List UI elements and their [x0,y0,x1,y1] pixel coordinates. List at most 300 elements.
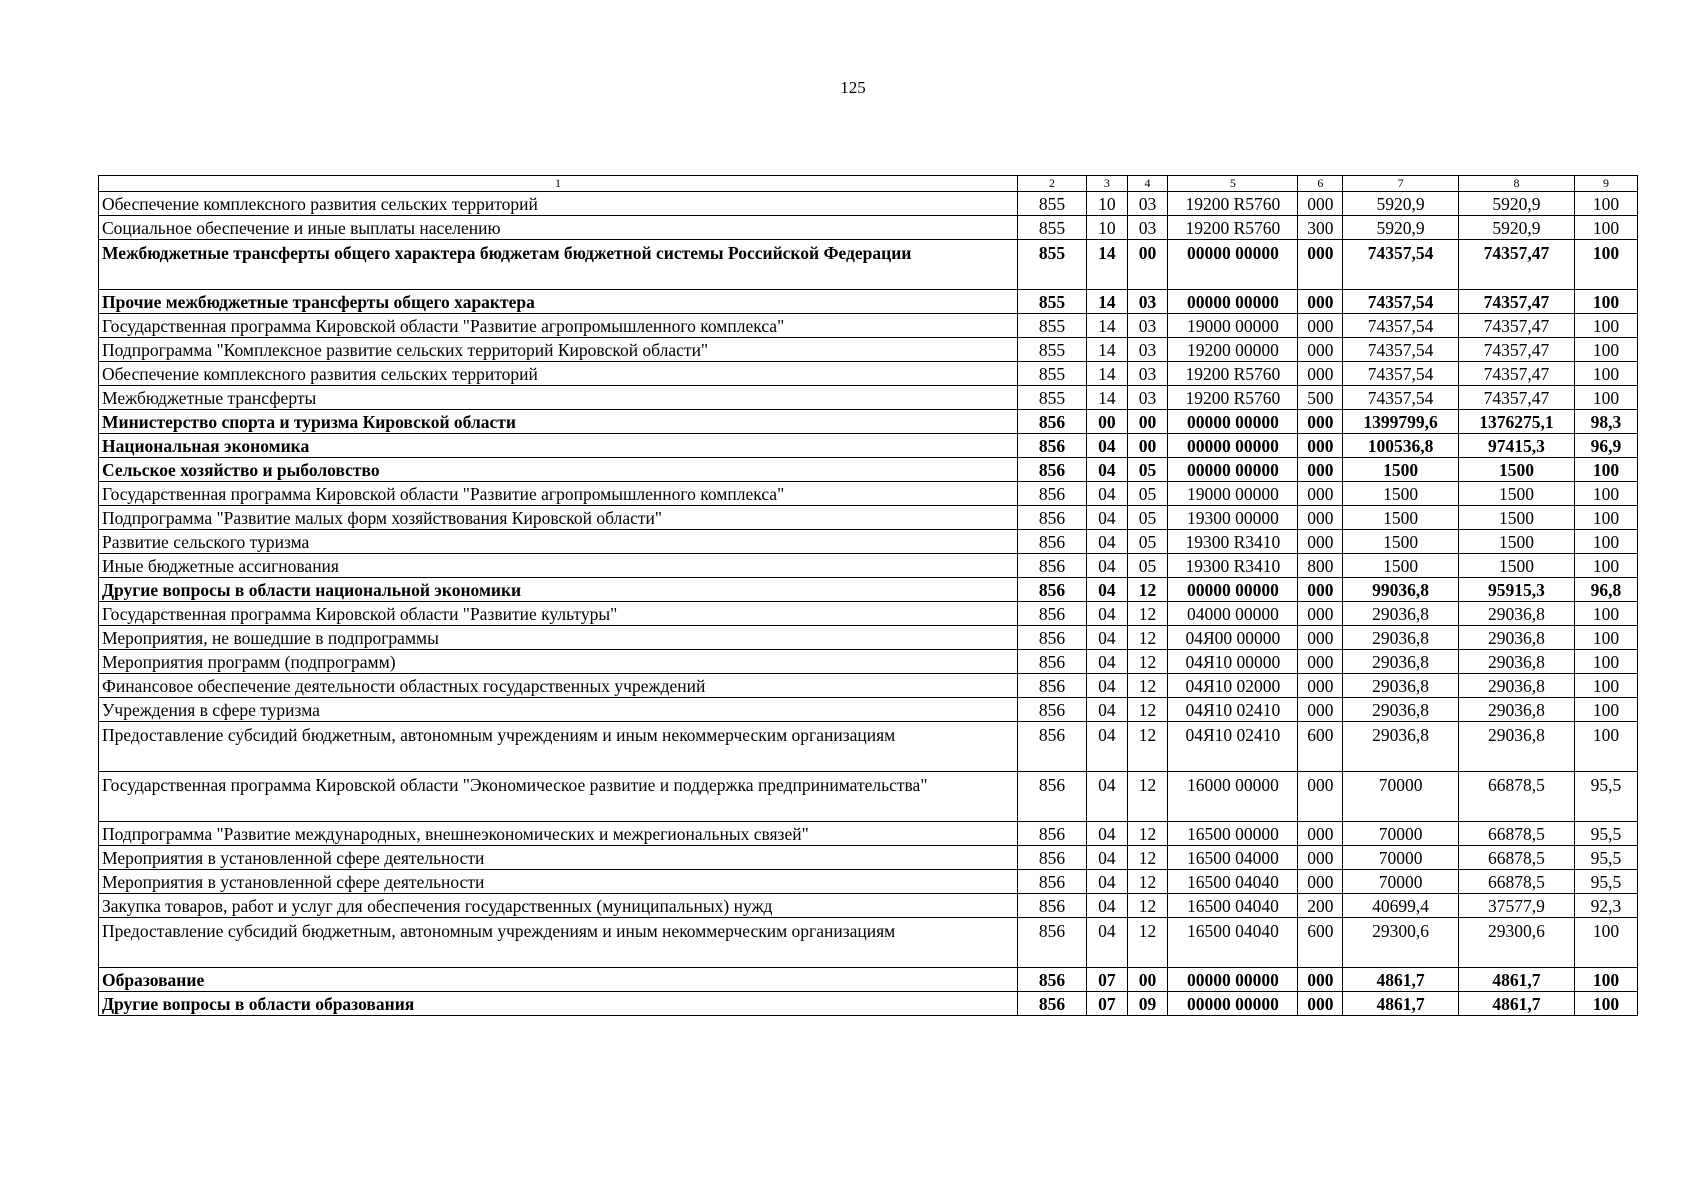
execution-percent-cell: 100 [1574,338,1637,362]
row-name-cell: Сельское хозяйство и рыболовство [99,458,1018,482]
subsection-code-cell: 12 [1127,846,1168,870]
chapter-code-cell: 856 [1017,870,1086,894]
planned-amount-cell: 74357,54 [1343,314,1459,338]
target-article-cell: 19000 00000 [1168,314,1298,338]
actual-amount-cell: 66878,5 [1459,822,1575,846]
page-number: 125 [840,78,866,97]
execution-percent-cell: 100 [1574,674,1637,698]
target-article-cell: 00000 00000 [1168,290,1298,314]
table-row [99,216,1638,240]
row-name-cell: Подпрограмма "Развитие малых форм хозяйствования Кировской области" [99,506,1018,530]
subsection-code-cell: 00 [1127,410,1168,434]
subsection-code-cell: 03 [1127,216,1168,240]
table-row [99,192,1638,216]
actual-amount-cell: 5920,9 [1459,216,1575,240]
expense-type-cell: 500 [1298,386,1343,410]
expense-type-cell: 200 [1298,894,1343,918]
execution-percent-cell: 95,5 [1574,822,1637,846]
target-article-cell: 16500 00000 [1168,822,1298,846]
chapter-code-cell: 856 [1017,650,1086,674]
row-name-cell: Межбюджетные трансферты общего характера бюджетам бюджетной системы Российской Федерации [99,240,1018,290]
section-code-cell: 07 [1087,968,1128,992]
section-code-cell: 04 [1087,846,1128,870]
target-article-cell: 16500 04040 [1168,870,1298,894]
subsection-code-cell: 12 [1127,918,1168,968]
table-row [99,386,1638,410]
chapter-code-cell: 855 [1017,362,1086,386]
table-row [99,506,1638,530]
expense-type-cell: 000 [1298,314,1343,338]
target-article-cell: 19200 00000 [1168,338,1298,362]
planned-amount-cell: 29036,8 [1343,626,1459,650]
row-name-cell: Министерство спорта и туризма Кировской области [99,410,1018,434]
subsection-code-cell: 05 [1127,530,1168,554]
subsection-code-cell: 12 [1127,722,1168,772]
table-row [99,434,1638,458]
actual-amount-cell: 29036,8 [1459,626,1575,650]
table-row [99,240,1638,290]
planned-amount-cell: 29036,8 [1343,650,1459,674]
section-code-cell: 10 [1087,192,1128,216]
expense-type-cell: 000 [1298,698,1343,722]
row-name-cell: Развитие сельского туризма [99,530,1018,554]
actual-amount-cell: 29036,8 [1459,602,1575,626]
row-name-cell: Обеспечение комплексного развития сельских территорий [99,192,1018,216]
section-code-cell: 04 [1087,602,1128,626]
chapter-code-cell: 856 [1017,674,1086,698]
target-article-cell: 00000 00000 [1168,410,1298,434]
target-article-cell: 19200 R5760 [1168,386,1298,410]
subsection-code-cell: 12 [1127,674,1168,698]
table-row [99,530,1638,554]
chapter-code-cell: 856 [1017,506,1086,530]
actual-amount-cell: 29036,8 [1459,698,1575,722]
actual-amount-cell: 74357,47 [1459,240,1575,290]
subsection-code-cell: 03 [1127,386,1168,410]
execution-percent-cell: 92,3 [1574,894,1637,918]
subsection-code-cell: 12 [1127,650,1168,674]
row-name-cell: Мероприятия в установленной сфере деятельности [99,846,1018,870]
planned-amount-cell: 1500 [1343,482,1459,506]
actual-amount-cell: 1500 [1459,482,1575,506]
planned-amount-cell: 74357,54 [1343,290,1459,314]
header-cell: 5 [1168,176,1298,192]
expense-type-cell: 000 [1298,772,1343,822]
planned-amount-cell: 100536,8 [1343,434,1459,458]
chapter-code-cell: 855 [1017,290,1086,314]
planned-amount-cell: 29036,8 [1343,698,1459,722]
section-code-cell: 14 [1087,362,1128,386]
execution-percent-cell: 100 [1574,290,1637,314]
chapter-code-cell: 856 [1017,434,1086,458]
expense-type-cell: 600 [1298,918,1343,968]
section-code-cell: 04 [1087,870,1128,894]
actual-amount-cell: 1500 [1459,554,1575,578]
execution-percent-cell: 100 [1574,314,1637,338]
chapter-code-cell: 856 [1017,992,1086,1016]
table-row [99,578,1638,602]
expense-type-cell: 000 [1298,626,1343,650]
chapter-code-cell: 856 [1017,602,1086,626]
row-name-cell: Государственная программа Кировской области "Экономическое развитие и поддержка предпринимательства" [99,772,1018,822]
table-row [99,894,1638,918]
table-row [99,602,1638,626]
expense-type-cell: 300 [1298,216,1343,240]
target-article-cell: 00000 00000 [1168,578,1298,602]
subsection-code-cell: 03 [1127,314,1168,338]
execution-percent-cell: 100 [1574,554,1637,578]
table-row [99,870,1638,894]
table-row [99,410,1638,434]
planned-amount-cell: 74357,54 [1343,338,1459,362]
section-code-cell: 14 [1087,314,1128,338]
section-code-cell: 04 [1087,772,1128,822]
table-row [99,338,1638,362]
expense-type-cell: 000 [1298,482,1343,506]
table-row [99,772,1638,822]
row-name-cell: Государственная программа Кировской области "Развитие агропромышленного комплекса" [99,482,1018,506]
section-code-cell: 04 [1087,722,1128,772]
target-article-cell: 00000 00000 [1168,458,1298,482]
planned-amount-cell: 29036,8 [1343,602,1459,626]
execution-percent-cell: 100 [1574,650,1637,674]
actual-amount-cell: 1500 [1459,458,1575,482]
chapter-code-cell: 855 [1017,192,1086,216]
row-name-cell: Мероприятия, не вошедшие в подпрограммы [99,626,1018,650]
actual-amount-cell: 74357,47 [1459,386,1575,410]
expense-type-cell: 000 [1298,674,1343,698]
section-code-cell: 14 [1087,386,1128,410]
planned-amount-cell: 99036,8 [1343,578,1459,602]
row-name-cell: Национальная экономика [99,434,1018,458]
actual-amount-cell: 4861,7 [1459,992,1575,1016]
target-article-cell: 19300 R3410 [1168,530,1298,554]
section-code-cell: 04 [1087,674,1128,698]
subsection-code-cell: 00 [1127,968,1168,992]
target-article-cell: 04Я10 00000 [1168,650,1298,674]
chapter-code-cell: 855 [1017,240,1086,290]
target-article-cell: 04Я10 02000 [1168,674,1298,698]
section-code-cell: 04 [1087,578,1128,602]
subsection-code-cell: 12 [1127,822,1168,846]
target-article-cell: 16500 04040 [1168,894,1298,918]
expense-type-cell: 800 [1298,554,1343,578]
planned-amount-cell: 1500 [1343,554,1459,578]
expense-type-cell: 000 [1298,822,1343,846]
row-name-cell: Социальное обеспечение и иные выплаты населению [99,216,1018,240]
planned-amount-cell: 4861,7 [1343,992,1459,1016]
actual-amount-cell: 66878,5 [1459,870,1575,894]
section-code-cell: 04 [1087,626,1128,650]
target-article-cell: 00000 00000 [1168,968,1298,992]
expense-type-cell: 000 [1298,362,1343,386]
actual-amount-cell: 37577,9 [1459,894,1575,918]
row-name-cell: Другие вопросы в области образования [99,992,1018,1016]
row-name-cell: Государственная программа Кировской области "Развитие агропромышленного комплекса" [99,314,1018,338]
planned-amount-cell: 70000 [1343,822,1459,846]
target-article-cell: 04000 00000 [1168,602,1298,626]
target-article-cell: 00000 00000 [1168,992,1298,1016]
target-article-cell: 19000 00000 [1168,482,1298,506]
planned-amount-cell: 74357,54 [1343,386,1459,410]
section-code-cell: 04 [1087,506,1128,530]
row-name-cell: Мероприятия в установленной сфере деятельности [99,870,1018,894]
planned-amount-cell: 1500 [1343,458,1459,482]
chapter-code-cell: 856 [1017,410,1086,434]
planned-amount-cell: 29036,8 [1343,674,1459,698]
header-cell: 8 [1459,176,1575,192]
chapter-code-cell: 855 [1017,386,1086,410]
expense-type-cell: 000 [1298,602,1343,626]
target-article-cell: 19200 R5760 [1168,192,1298,216]
row-name-cell: Иные бюджетные ассигнования [99,554,1018,578]
execution-percent-cell: 100 [1574,386,1637,410]
table-row [99,626,1638,650]
table-row [99,650,1638,674]
execution-percent-cell: 95,5 [1574,846,1637,870]
subsection-code-cell: 12 [1127,894,1168,918]
expense-type-cell: 000 [1298,192,1343,216]
row-name-cell: Подпрограмма "Комплексное развитие сельских территорий Кировской области" [99,338,1018,362]
target-article-cell: 04Я00 00000 [1168,626,1298,650]
chapter-code-cell: 856 [1017,918,1086,968]
actual-amount-cell: 74357,47 [1459,290,1575,314]
subsection-code-cell: 05 [1127,506,1168,530]
row-name-cell: Прочие межбюджетные трансферты общего характера [99,290,1018,314]
table-row [99,482,1638,506]
actual-amount-cell: 1376275,1 [1459,410,1575,434]
expense-type-cell: 000 [1298,338,1343,362]
header-cell: 4 [1127,176,1168,192]
execution-percent-cell: 100 [1574,626,1637,650]
planned-amount-cell: 29036,8 [1343,722,1459,772]
subsection-code-cell: 03 [1127,338,1168,362]
planned-amount-cell: 70000 [1343,846,1459,870]
expense-type-cell: 000 [1298,846,1343,870]
expense-type-cell: 000 [1298,968,1343,992]
chapter-code-cell: 855 [1017,314,1086,338]
target-article-cell: 04Я10 02410 [1168,698,1298,722]
planned-amount-cell: 1500 [1343,530,1459,554]
section-code-cell: 14 [1087,240,1128,290]
section-code-cell: 04 [1087,650,1128,674]
target-article-cell: 19200 R5760 [1168,216,1298,240]
subsection-code-cell: 12 [1127,626,1168,650]
execution-percent-cell: 100 [1574,992,1637,1016]
actual-amount-cell: 74357,47 [1459,314,1575,338]
table-row [99,822,1638,846]
subsection-code-cell: 09 [1127,992,1168,1016]
table-row [99,918,1638,968]
actual-amount-cell: 29036,8 [1459,674,1575,698]
subsection-code-cell: 05 [1127,482,1168,506]
expense-type-cell: 000 [1298,992,1343,1016]
subsection-code-cell: 00 [1127,434,1168,458]
row-name-cell: Образование [99,968,1018,992]
header-cell: 1 [99,176,1018,192]
table-row [99,458,1638,482]
row-name-cell: Финансовое обеспечение деятельности областных государственных учреждений [99,674,1018,698]
target-article-cell: 16500 04040 [1168,918,1298,968]
target-article-cell: 04Я10 02410 [1168,722,1298,772]
target-article-cell: 00000 00000 [1168,434,1298,458]
execution-percent-cell: 100 [1574,602,1637,626]
expense-type-cell: 000 [1298,578,1343,602]
planned-amount-cell: 74357,54 [1343,362,1459,386]
table-row [99,968,1638,992]
table-row [99,992,1638,1016]
actual-amount-cell: 1500 [1459,506,1575,530]
chapter-code-cell: 856 [1017,458,1086,482]
chapter-code-cell: 856 [1017,846,1086,870]
planned-amount-cell: 70000 [1343,772,1459,822]
execution-percent-cell: 100 [1574,530,1637,554]
target-article-cell: 00000 00000 [1168,240,1298,290]
table-row [99,290,1638,314]
row-name-cell: Учреждения в сфере туризма [99,698,1018,722]
execution-percent-cell: 100 [1574,216,1637,240]
actual-amount-cell: 97415,3 [1459,434,1575,458]
subsection-code-cell: 03 [1127,192,1168,216]
actual-amount-cell: 66878,5 [1459,846,1575,870]
chapter-code-cell: 856 [1017,698,1086,722]
planned-amount-cell: 40699,4 [1343,894,1459,918]
expense-type-cell: 000 [1298,240,1343,290]
actual-amount-cell: 4861,7 [1459,968,1575,992]
execution-percent-cell: 100 [1574,722,1637,772]
expense-type-cell: 000 [1298,410,1343,434]
row-name-cell: Предоставление субсидий бюджетным, автономным учреждениям и иным некоммерческим организациям [99,918,1018,968]
actual-amount-cell: 29036,8 [1459,650,1575,674]
subsection-code-cell: 00 [1127,240,1168,290]
subsection-code-cell: 12 [1127,698,1168,722]
header-cell: 6 [1298,176,1343,192]
section-code-cell: 04 [1087,554,1128,578]
target-article-cell: 16000 00000 [1168,772,1298,822]
target-article-cell: 19200 R5760 [1168,362,1298,386]
execution-percent-cell: 95,5 [1574,870,1637,894]
target-article-cell: 19300 00000 [1168,506,1298,530]
chapter-code-cell: 856 [1017,626,1086,650]
subsection-code-cell: 12 [1127,578,1168,602]
execution-percent-cell: 100 [1574,698,1637,722]
table-header-row [99,176,1638,192]
expense-type-cell: 000 [1298,290,1343,314]
actual-amount-cell: 95915,3 [1459,578,1575,602]
budget-table [98,175,1638,1016]
planned-amount-cell: 1399799,6 [1343,410,1459,434]
target-article-cell: 16500 04000 [1168,846,1298,870]
chapter-code-cell: 855 [1017,338,1086,362]
table-row [99,846,1638,870]
expense-type-cell: 000 [1298,434,1343,458]
table-row [99,314,1638,338]
actual-amount-cell: 74357,47 [1459,338,1575,362]
table-row [99,362,1638,386]
execution-percent-cell: 100 [1574,458,1637,482]
row-name-cell: Подпрограмма "Развитие международных, внешнеэкономических и межрегиональных связей" [99,822,1018,846]
execution-percent-cell: 96,8 [1574,578,1637,602]
execution-percent-cell: 100 [1574,918,1637,968]
execution-percent-cell: 96,9 [1574,434,1637,458]
planned-amount-cell: 1500 [1343,506,1459,530]
execution-percent-cell: 100 [1574,240,1637,290]
planned-amount-cell: 70000 [1343,870,1459,894]
table-row [99,722,1638,772]
row-name-cell: Другие вопросы в области национальной экономики [99,578,1018,602]
section-code-cell: 00 [1087,410,1128,434]
planned-amount-cell: 5920,9 [1343,216,1459,240]
section-code-cell: 04 [1087,530,1128,554]
subsection-code-cell: 12 [1127,870,1168,894]
chapter-code-cell: 856 [1017,482,1086,506]
section-code-cell: 14 [1087,338,1128,362]
section-code-cell: 14 [1087,290,1128,314]
chapter-code-cell: 856 [1017,530,1086,554]
section-code-cell: 04 [1087,482,1128,506]
chapter-code-cell: 855 [1017,216,1086,240]
table-row [99,674,1638,698]
section-code-cell: 04 [1087,458,1128,482]
actual-amount-cell: 29300,6 [1459,918,1575,968]
planned-amount-cell: 5920,9 [1343,192,1459,216]
chapter-code-cell: 856 [1017,894,1086,918]
row-name-cell: Межбюджетные трансферты [99,386,1018,410]
subsection-code-cell: 05 [1127,458,1168,482]
expense-type-cell: 000 [1298,506,1343,530]
chapter-code-cell: 856 [1017,722,1086,772]
chapter-code-cell: 856 [1017,822,1086,846]
execution-percent-cell: 100 [1574,192,1637,216]
row-name-cell: Обеспечение комплексного развития сельских территорий [99,362,1018,386]
subsection-code-cell: 05 [1127,554,1168,578]
expense-type-cell: 600 [1298,722,1343,772]
actual-amount-cell: 1500 [1459,530,1575,554]
section-code-cell: 10 [1087,216,1128,240]
chapter-code-cell: 856 [1017,554,1086,578]
chapter-code-cell: 856 [1017,968,1086,992]
execution-percent-cell: 100 [1574,506,1637,530]
actual-amount-cell: 74357,47 [1459,362,1575,386]
subsection-code-cell: 03 [1127,362,1168,386]
actual-amount-cell: 29036,8 [1459,722,1575,772]
row-name-cell: Предоставление субсидий бюджетным, автономным учреждениям и иным некоммерческим организациям [99,722,1018,772]
planned-amount-cell: 4861,7 [1343,968,1459,992]
planned-amount-cell: 29300,6 [1343,918,1459,968]
section-code-cell: 04 [1087,434,1128,458]
header-cell: 2 [1017,176,1086,192]
execution-percent-cell: 95,5 [1574,772,1637,822]
execution-percent-cell: 100 [1574,482,1637,506]
header-cell: 3 [1087,176,1128,192]
row-name-cell: Закупка товаров, работ и услуг для обеспечения государственных (муниципальных) нужд [99,894,1018,918]
row-name-cell: Государственная программа Кировской области "Развитие культуры" [99,602,1018,626]
expense-type-cell: 000 [1298,458,1343,482]
section-code-cell: 07 [1087,992,1128,1016]
header-cell: 9 [1574,176,1637,192]
subsection-code-cell: 03 [1127,290,1168,314]
row-name-cell: Мероприятия программ (подпрограмм) [99,650,1018,674]
header-cell: 7 [1343,176,1459,192]
execution-percent-cell: 98,3 [1574,410,1637,434]
execution-percent-cell: 100 [1574,362,1637,386]
table-row [99,698,1638,722]
section-code-cell: 04 [1087,918,1128,968]
expense-type-cell: 000 [1298,870,1343,894]
chapter-code-cell: 856 [1017,772,1086,822]
planned-amount-cell: 74357,54 [1343,240,1459,290]
subsection-code-cell: 12 [1127,772,1168,822]
